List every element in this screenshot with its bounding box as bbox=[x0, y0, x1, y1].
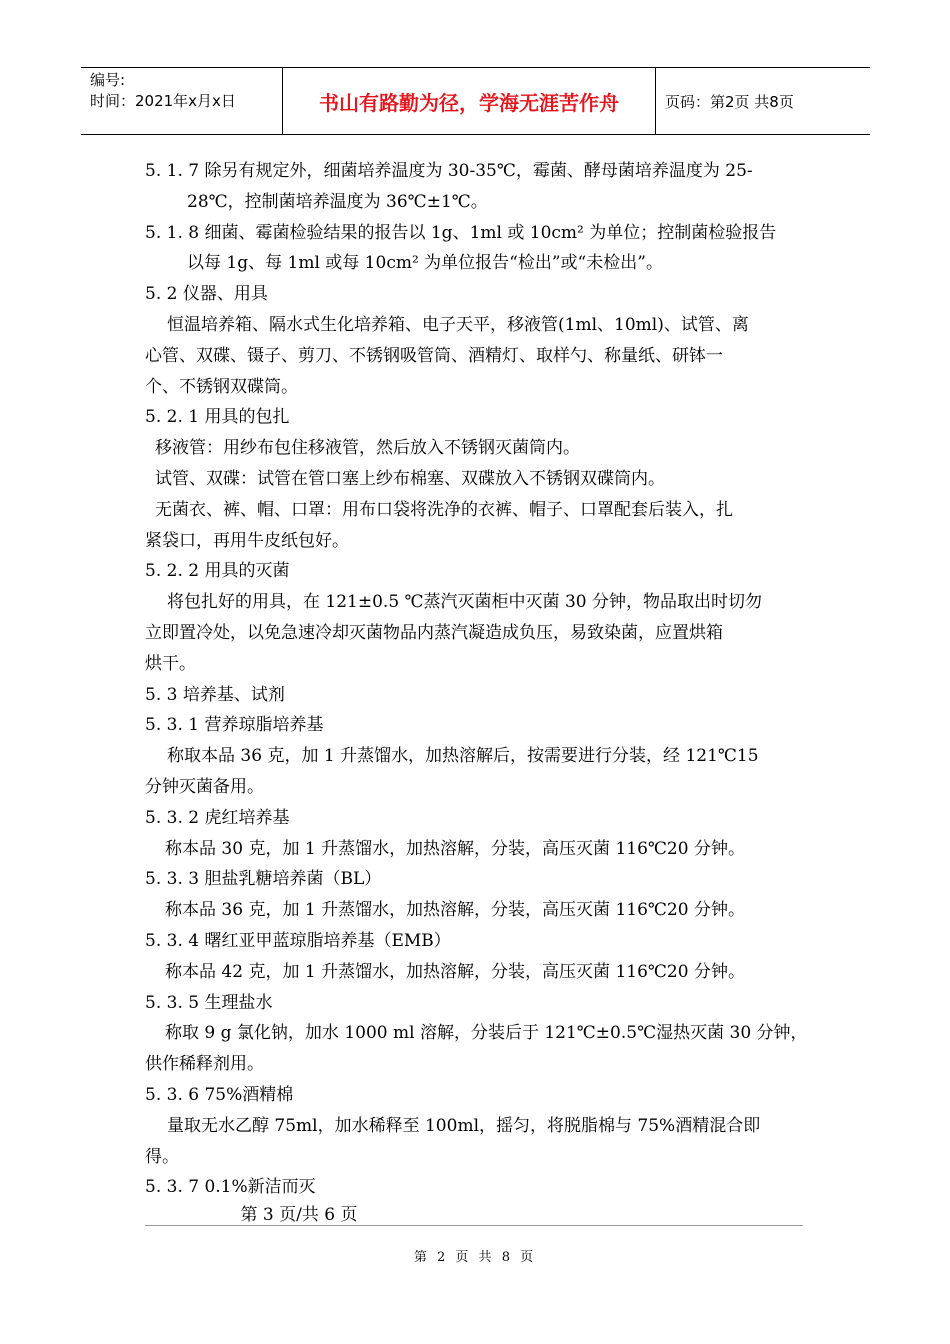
body-line: 以每 1g、每 1ml 或每 10cm² 为单位报告“检出”或“未检出”。 bbox=[187, 253, 663, 274]
section-heading: 5. 3. 3 胆盐乳糖培养菌（BL） bbox=[145, 869, 382, 890]
section-heading: 5. 3. 1 营养琼脂培养基 bbox=[145, 715, 324, 736]
body-line: 5. 1. 7 除另有规定外，细菌培养温度为 30-35℃，霉菌、酵母菌培养温度为 25- bbox=[145, 161, 753, 181]
section-heading: 5. 3. 5 生理盐水 bbox=[145, 992, 273, 1013]
body-line: 28℃，控制菌培养温度为 36℃±1℃。 bbox=[187, 191, 488, 212]
body-line: 称取 9 g 氯化钠，加水 1000 ml 溶解，分装后于 121℃±0.5℃湿热灭菌 30 分钟， bbox=[165, 1023, 808, 1044]
body-line: 称本品 42 克，加 1 升蒸馏水，加热溶解，分装，高压灭菌 116℃20 分钟。 bbox=[165, 961, 745, 982]
body-line: 量取无水乙醇 75ml，加水稀释至 100ml，摇匀，将脱脂棉与 75%酒精混合即 bbox=[167, 1115, 761, 1136]
footer-divider bbox=[145, 1225, 803, 1226]
section-heading: 5. 2. 2 用具的灭菌 bbox=[145, 561, 290, 582]
body-line: 供作稀释剂用。 bbox=[145, 1054, 264, 1075]
body-line: 将包扎好的用具，在 121±0.5 ℃蒸汽灭菌柜中灭菌 30 分钟，物品取出时切勿 bbox=[167, 592, 762, 613]
body-line: 称取本品 36 克，加 1 升蒸馏水，加热溶解后，按需要进行分装，经 121℃15 bbox=[167, 746, 759, 767]
header-page-info: 页码：第2页 共8页 bbox=[665, 92, 794, 111]
page-header bbox=[81, 67, 870, 135]
section-heading: 5. 3. 4 曙红亚甲蓝琼脂培养基（EMB） bbox=[145, 930, 451, 951]
section-heading: 5. 3. 6 75%酒精棉 bbox=[145, 1084, 294, 1105]
body-line: 称本品 36 克，加 1 升蒸馏水，加热溶解，分装，高压灭菌 116℃20 分钟。 bbox=[165, 900, 745, 921]
body-line: 5. 1. 8 细菌、霉菌检验结果的报告以 1g、1ml 或 10cm² 为单位；控制菌检验报告 bbox=[145, 222, 777, 243]
body-line: 立即置冷处，以免急速冷却灭菌物品内蒸汽凝造成负压，易致染菌，应置烘箱 bbox=[145, 622, 723, 643]
section-heading: 5. 3 培养基、试剂 bbox=[145, 684, 285, 705]
time-label: 时间：2021年x月x日 bbox=[90, 92, 236, 110]
body-line: 试管、双碟：试管在管口塞上纱布棉塞、双碟放入不锈钢双碟筒内。 bbox=[155, 468, 665, 489]
body-line: 紧袋口，再用牛皮纸包好。 bbox=[145, 530, 349, 551]
page-number: 第 2 页 共 8 页 bbox=[413, 1250, 537, 1265]
header-motto: 书山有路勤为径，学海无涯苦作舟 bbox=[282, 68, 656, 134]
body-line: 得。 bbox=[145, 1146, 179, 1167]
header-meta bbox=[81, 68, 282, 134]
section-heading: 5. 3. 2 虎红培养基 bbox=[145, 807, 290, 828]
section-heading: 5. 3. 7 0.1%新洁而灭 bbox=[145, 1177, 316, 1198]
body-line: 移液管：用纱布包住移液管，然后放入不锈钢灭菌筒内。 bbox=[155, 438, 580, 459]
body-line: 无菌衣、裤、帽、口罩：用布口袋将洗净的衣裤、帽子、口罩配套后装入，扎 bbox=[155, 499, 733, 520]
body-line: 分钟灭菌备用。 bbox=[145, 776, 264, 797]
document-body bbox=[145, 156, 815, 1203]
section-heading: 5. 2 仪器、用具 bbox=[145, 284, 268, 305]
body-line: 恒温培养箱、隔水式生化培养箱、电子天平，移液管(1ml、10ml)、试管、离 bbox=[167, 314, 749, 335]
section-heading: 5. 2. 1 用具的包扎 bbox=[145, 407, 290, 428]
body-line: 烘干。 bbox=[145, 653, 196, 674]
inner-page-number: 第 3 页/共 6 页 bbox=[240, 1205, 358, 1225]
body-line: 称本品 30 克，加 1 升蒸馏水，加热溶解，分装，高压灭菌 116℃20 分钟。 bbox=[165, 838, 745, 859]
body-line: 个、不锈钢双碟筒。 bbox=[145, 376, 298, 397]
body-line: 心管、双碟、镊子、剪刀、不锈钢吸管筒、酒精灯、取样勺、称量纸、研钵一 bbox=[145, 345, 723, 366]
number-label: 编号: bbox=[90, 71, 126, 89]
